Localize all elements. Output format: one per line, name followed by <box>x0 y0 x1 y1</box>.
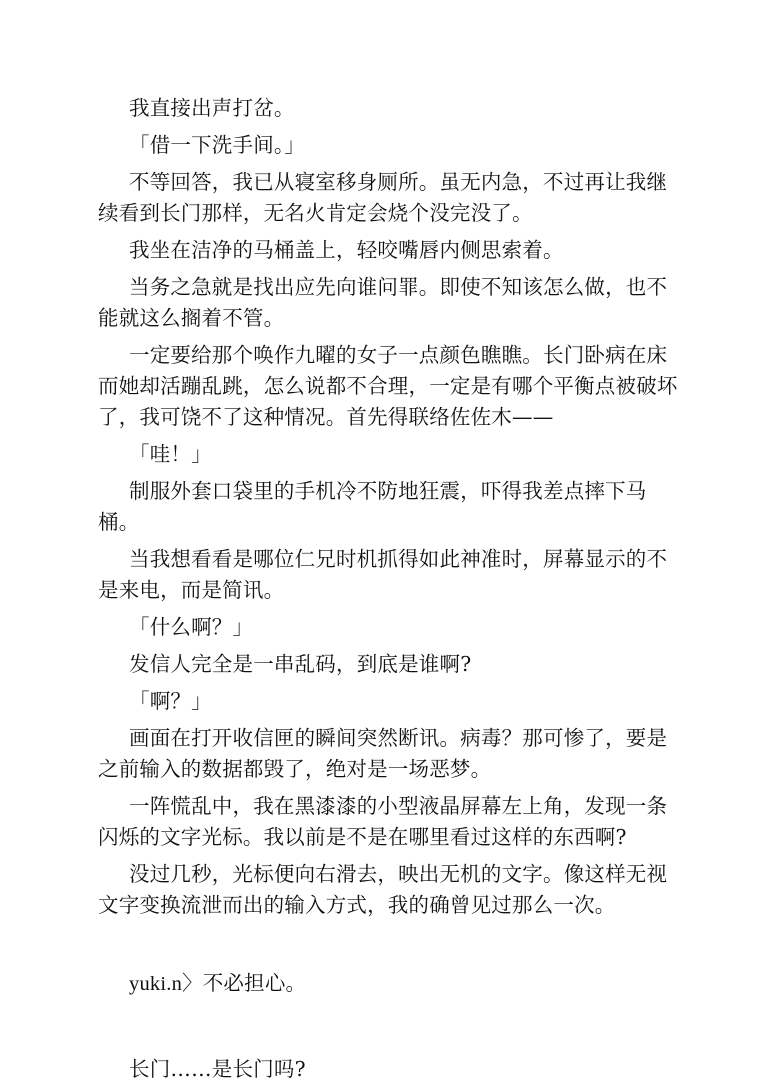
paragraph: 「哇！」 <box>129 442 212 466</box>
paragraph: 我坐在洁净的马桶盖上，轻咬嘴唇内侧思索着。 <box>129 238 564 262</box>
paragraph: 画面在打开收信匣的瞬间突然断讯。病毒？那可惨了，要是之前输入的数据都毁了，绝对是一场恶梦。 <box>98 726 668 781</box>
paragraph: 当我想看看是哪位仁兄时机抓得如此神准时，屏幕显示的不是来电，而是简讯。 <box>98 547 668 602</box>
paragraph: 一阵慌乱中，我在黑漆漆的小型液晶屏幕左上角，发现一条闪烁的文字光标。我以前是不是在哪里看过这样的东西啊? <box>98 794 668 849</box>
paragraph: 长门……是长门吗? <box>129 1057 306 1081</box>
sms-message-line: yuki.n〉不必担心。 <box>129 973 307 995</box>
paragraph: 「啊？」 <box>129 689 212 713</box>
paragraph: 我直接出声打岔。 <box>129 96 295 120</box>
paragraph: 一定要给那个唤作九曜的女子一点颜色瞧瞧。长门卧病在床而她却活蹦乱跳，怎么说都不合理，一定是有哪个平衡点被破坏了，我可饶不了这种情况。首先得联络佐佐木—— <box>98 343 678 429</box>
paragraph: 制服外套口袋里的手机冷不防地狂震，吓得我差点摔下马桶。 <box>98 479 647 534</box>
paragraph: 不等回答，我已从寝室移身厕所。虽无内急，不过再让我继续看到长门那样，无名火肯定会烧个没完没了。 <box>98 170 668 225</box>
paragraph: 当务之急就是找出应先向谁问罪。即使不知该怎么做，也不能就这么搁着不管。 <box>98 275 668 330</box>
paragraph: 「借一下洗手间。」 <box>129 133 306 157</box>
paragraph: 发信人完全是一串乱码，到底是谁啊? <box>129 652 472 676</box>
spacer <box>98 927 678 969</box>
paragraph: 没过几秒，光标便向右滑去，映出无机的文字。像这样无视文字变换流泄而出的输入方式，我的确曾见过那么一次。 <box>98 862 668 917</box>
document-page <box>98 93 678 1091</box>
paragraph: 「什么啊？」 <box>129 615 254 639</box>
spacer <box>98 1006 678 1054</box>
